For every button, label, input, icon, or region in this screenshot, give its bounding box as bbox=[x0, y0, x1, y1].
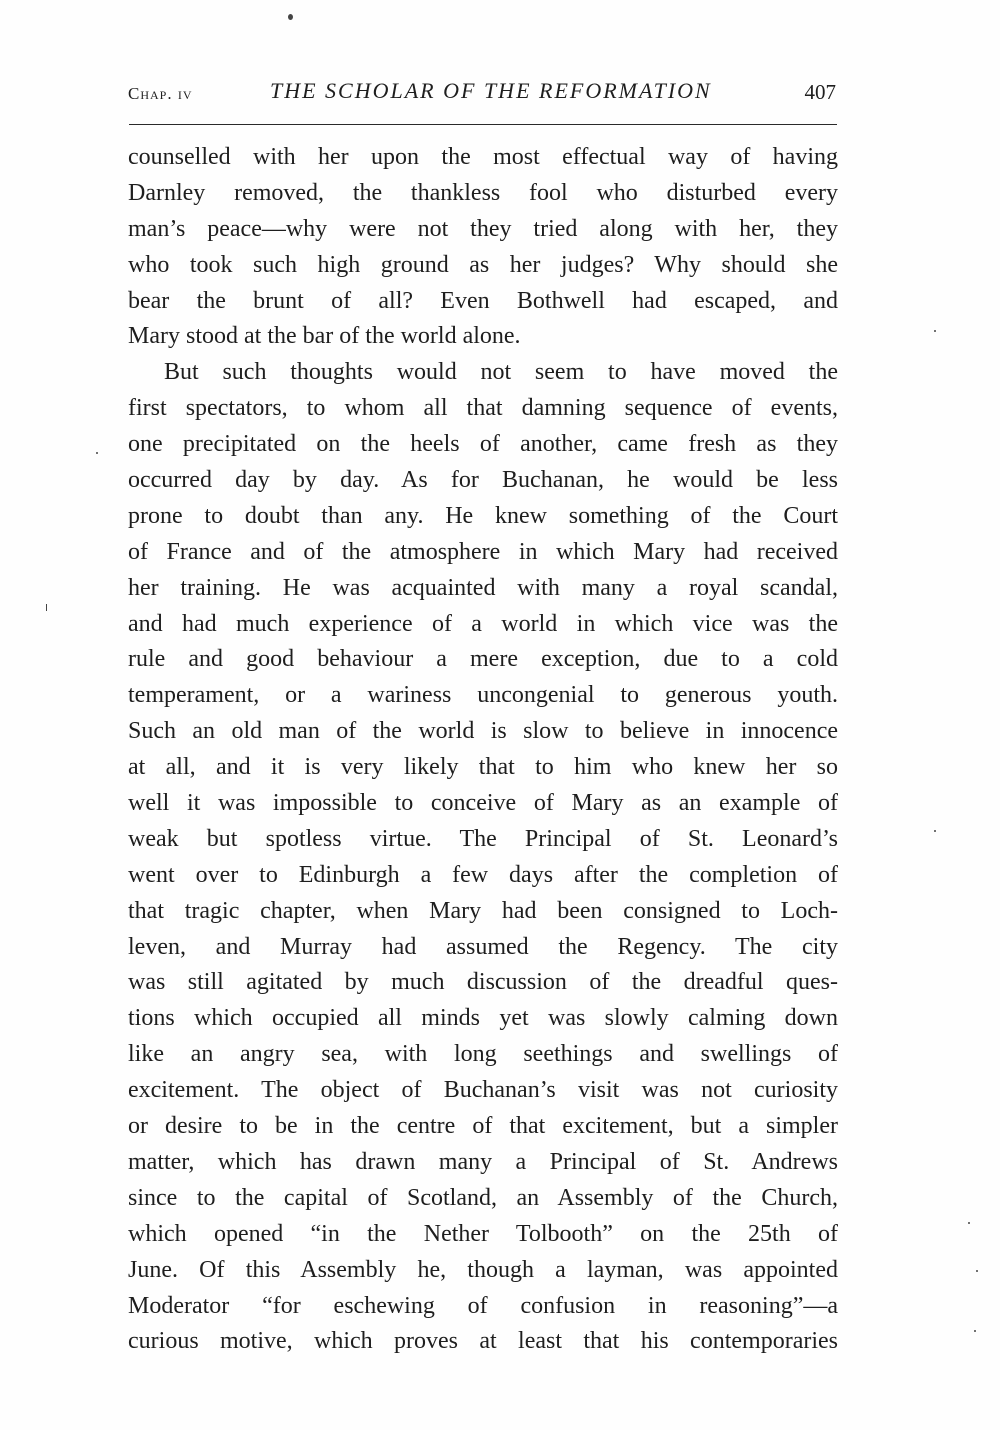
header-rule bbox=[129, 124, 837, 125]
text-line: bear the brunt of all? Even Bothwell had escaped, and bbox=[128, 287, 838, 314]
text-line: leven, and Murray had assumed the Regency. The city bbox=[128, 933, 838, 960]
text-line: matter, which has drawn many a Principal of St. Andrews bbox=[128, 1148, 838, 1175]
scan-speck bbox=[968, 1222, 970, 1224]
page-number: 407 bbox=[804, 80, 836, 104]
text-line: was still agitated by much discussion of the dreadful ques- bbox=[128, 969, 838, 996]
text-line: June. Of this Assembly he, though a layman, was appointed bbox=[128, 1256, 838, 1283]
text-line: temperament, or a wariness uncongenial to generous youth. bbox=[128, 682, 838, 709]
scan-speck bbox=[934, 830, 936, 832]
body-text bbox=[128, 140, 838, 1360]
text-line: excitement. The object of Buchanan’s visit was not curiosity bbox=[128, 1077, 838, 1104]
text-line: Such an old man of the world is slow to believe in innocence bbox=[128, 718, 838, 745]
scan-speck bbox=[46, 604, 47, 611]
text-line: which opened “in the Nether Tolbooth” on the 25th of bbox=[128, 1220, 838, 1247]
text-line: who took such high ground as her judges? Why should she bbox=[128, 251, 838, 278]
text-line: since to the capital of Scotland, an Assembly of the Church, bbox=[128, 1184, 838, 1211]
text-line: tions which occupied all minds yet was slowly calming down bbox=[128, 1005, 838, 1032]
scan-speck bbox=[288, 14, 293, 20]
text-line: occurred day by day. As for Buchanan, he would be less bbox=[128, 467, 838, 494]
text-line: that tragic chapter, when Mary had been consigned to Loch- bbox=[128, 897, 838, 924]
text-line: or desire to be in the centre of that excitement, but a simpler bbox=[128, 1113, 838, 1140]
text-line: and had much experience of a world in which vice was the bbox=[128, 610, 838, 637]
running-header bbox=[128, 78, 836, 114]
chapter-label: Chap. iv bbox=[128, 84, 193, 103]
text-line: man’s peace—why were not they tried along with her, they bbox=[128, 215, 838, 242]
text-line: counselled with her upon the most effectual way of having bbox=[128, 144, 838, 170]
running-title: THE SCHOLAR OF THE REFORMATION bbox=[270, 78, 712, 103]
scan-speck bbox=[974, 1330, 976, 1332]
text-line: like an angry sea, with long seethings and swellings of bbox=[128, 1041, 838, 1068]
text-line: first spectators, to whom all that damning sequence of events, bbox=[128, 395, 838, 422]
text-line: Darnley removed, the thankless fool who disturbed every bbox=[128, 179, 838, 206]
text-line: her training. He was acquainted with many a royal scandal, bbox=[128, 574, 838, 601]
text-line: of France and of the atmosphere in which Mary had received bbox=[128, 538, 838, 565]
text-line: Moderator “for eschewing of confusion in reasoning”—a bbox=[128, 1292, 838, 1319]
scan-speck bbox=[976, 1270, 978, 1272]
text-line: Mary stood at the bar of the world alone. bbox=[128, 323, 521, 350]
text-line: went over to Edinburgh a few days after the completion of bbox=[128, 861, 838, 888]
scan-speck bbox=[96, 452, 98, 454]
text-line: at all, and it is very likely that to him who knew her so bbox=[128, 754, 838, 781]
text-line: one precipitated on the heels of another, came fresh as they bbox=[128, 431, 838, 458]
text-line: rule and good behaviour a mere exception, due to a cold bbox=[128, 646, 838, 673]
scan-speck bbox=[934, 330, 936, 332]
text-line: But such thoughts would not seem to have moved the bbox=[164, 359, 838, 386]
text-line: prone to doubt than any. He knew something of the Court bbox=[128, 502, 838, 529]
text-line: weak but spotless virtue. The Principal of St. Leonard’s bbox=[128, 825, 838, 852]
text-line: well it was impossible to conceive of Mary as an example of bbox=[128, 790, 838, 817]
text-line: curious motive, which proves at least that his contemporaries bbox=[128, 1328, 838, 1355]
